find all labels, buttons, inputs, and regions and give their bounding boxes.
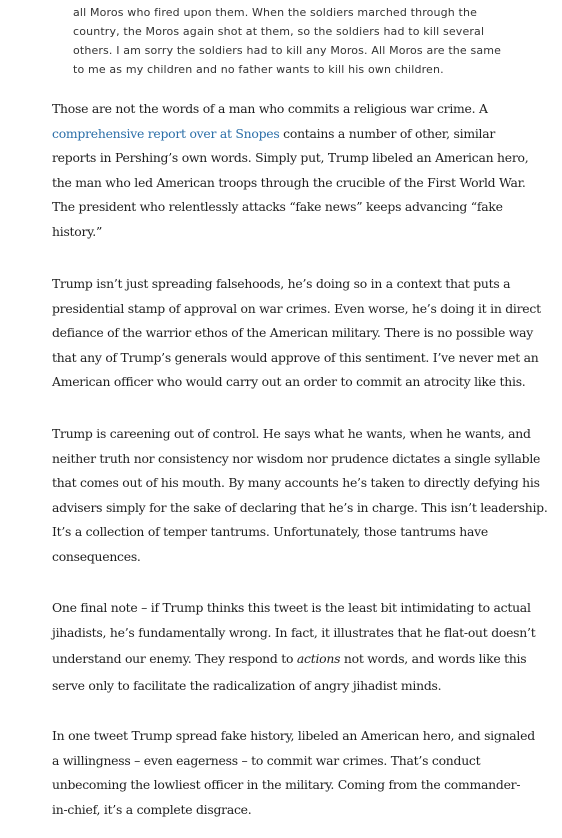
quote-line: others. I am sorry the soldiers had to kill any Moros. All Moros are the same: [73, 44, 502, 57]
paragraph-line: presidential stamp of approval on war crimes. Even worse, he’s doing it in direct: [52, 300, 541, 316]
paragraph-line: defiance of the warrior ethos of the American military. There is no possible way: [52, 325, 533, 340]
paragraph-line: Those are not the words of a man who commits a religious war crime. A: [52, 101, 488, 116]
paragraph-line: a willingness – even eagerness – to commit war crimes. That’s conduct: [52, 752, 481, 768]
paragraph-war-crimes: [52, 272, 541, 395]
paragraph-line: consequences.: [52, 548, 141, 564]
paragraph-line: serve only to facilitate the radicalization of angry jihadist minds.: [52, 678, 442, 693]
quote-line: all Moros who fired upon them. When the soldiers marched through the: [73, 6, 478, 19]
paragraph-conclusion: [52, 724, 535, 822]
paragraph-line: unbecoming the lowliest officer in the military. Coming from the commander-: [52, 777, 521, 792]
paragraph-line-text: understand our enemy. They respond to: [52, 651, 297, 666]
paragraph-line-with-emphasis: [52, 645, 527, 672]
paragraph-line: history.”: [52, 223, 103, 239]
paragraph-line: that any of Trump’s generals would approve of this sentiment. I’ve never met an: [52, 349, 539, 365]
paragraph-final-note: [52, 596, 536, 699]
paragraph-line: One final note – if Trump thinks this tweet is the least bit intimidating to actual: [52, 600, 531, 615]
paragraph-line: advisers simply for the sake of declaring that he’s in charge. This isn’t leadership.: [52, 499, 548, 515]
paragraph-line: that comes out of his mouth. By many accounts he’s taken to directly defying his: [52, 475, 540, 490]
paragraph-out-of-control: [52, 422, 548, 569]
paragraph-line-text: not words, and words like this: [340, 651, 527, 666]
paragraph-line: jihadists, he’s fundamentally wrong. In fact, it illustrates that he flat-out doesn’t: [52, 624, 536, 640]
snopes-report-link[interactable]: comprehensive report over at Snopes: [52, 125, 280, 141]
paragraph-line-text: contains a number of other, similar: [279, 125, 496, 141]
quote-line: country, the Moros again shot at them, so the soldiers had to kill several: [73, 25, 485, 38]
quote-line: to me as my children and no father wants to kill his own children.: [73, 63, 444, 76]
block-quote: [73, 3, 501, 79]
paragraph-line: It’s a collection of temper tantrums. Unfortunately, those tantrums have: [52, 524, 488, 539]
paragraph-line: reports in Pershing’s own words. Simply put, Trump libeled an American hero,: [52, 150, 529, 165]
emphasis-actions: actions: [296, 651, 341, 666]
paragraph-line: The president who relentlessly attacks “fake news” keeps advancing “fake: [52, 199, 503, 214]
paragraph-line: Trump is careening out of control. He says what he wants, when he wants, and: [52, 426, 531, 441]
paragraph-line: Trump isn’t just spreading falsehoods, he’s doing so in a context that puts a: [52, 276, 511, 291]
paragraph-line: American officer who would carry out an order to commit an atrocity like this.: [52, 374, 526, 389]
paragraph-line: In one tweet Trump spread fake history, libeled an American hero, and signaled: [52, 728, 535, 743]
paragraph-line: in-chief, it’s a complete disgrace.: [52, 801, 252, 817]
paragraph-pershing-words: [52, 97, 529, 244]
paragraph-line: the man who led American troops through the crucible of the First World War.: [52, 174, 526, 190]
paragraph-line: neither truth nor consistency nor wisdom nor prudence dictates a single syllable: [52, 450, 541, 466]
paragraph-line-with-link: [52, 122, 518, 147]
